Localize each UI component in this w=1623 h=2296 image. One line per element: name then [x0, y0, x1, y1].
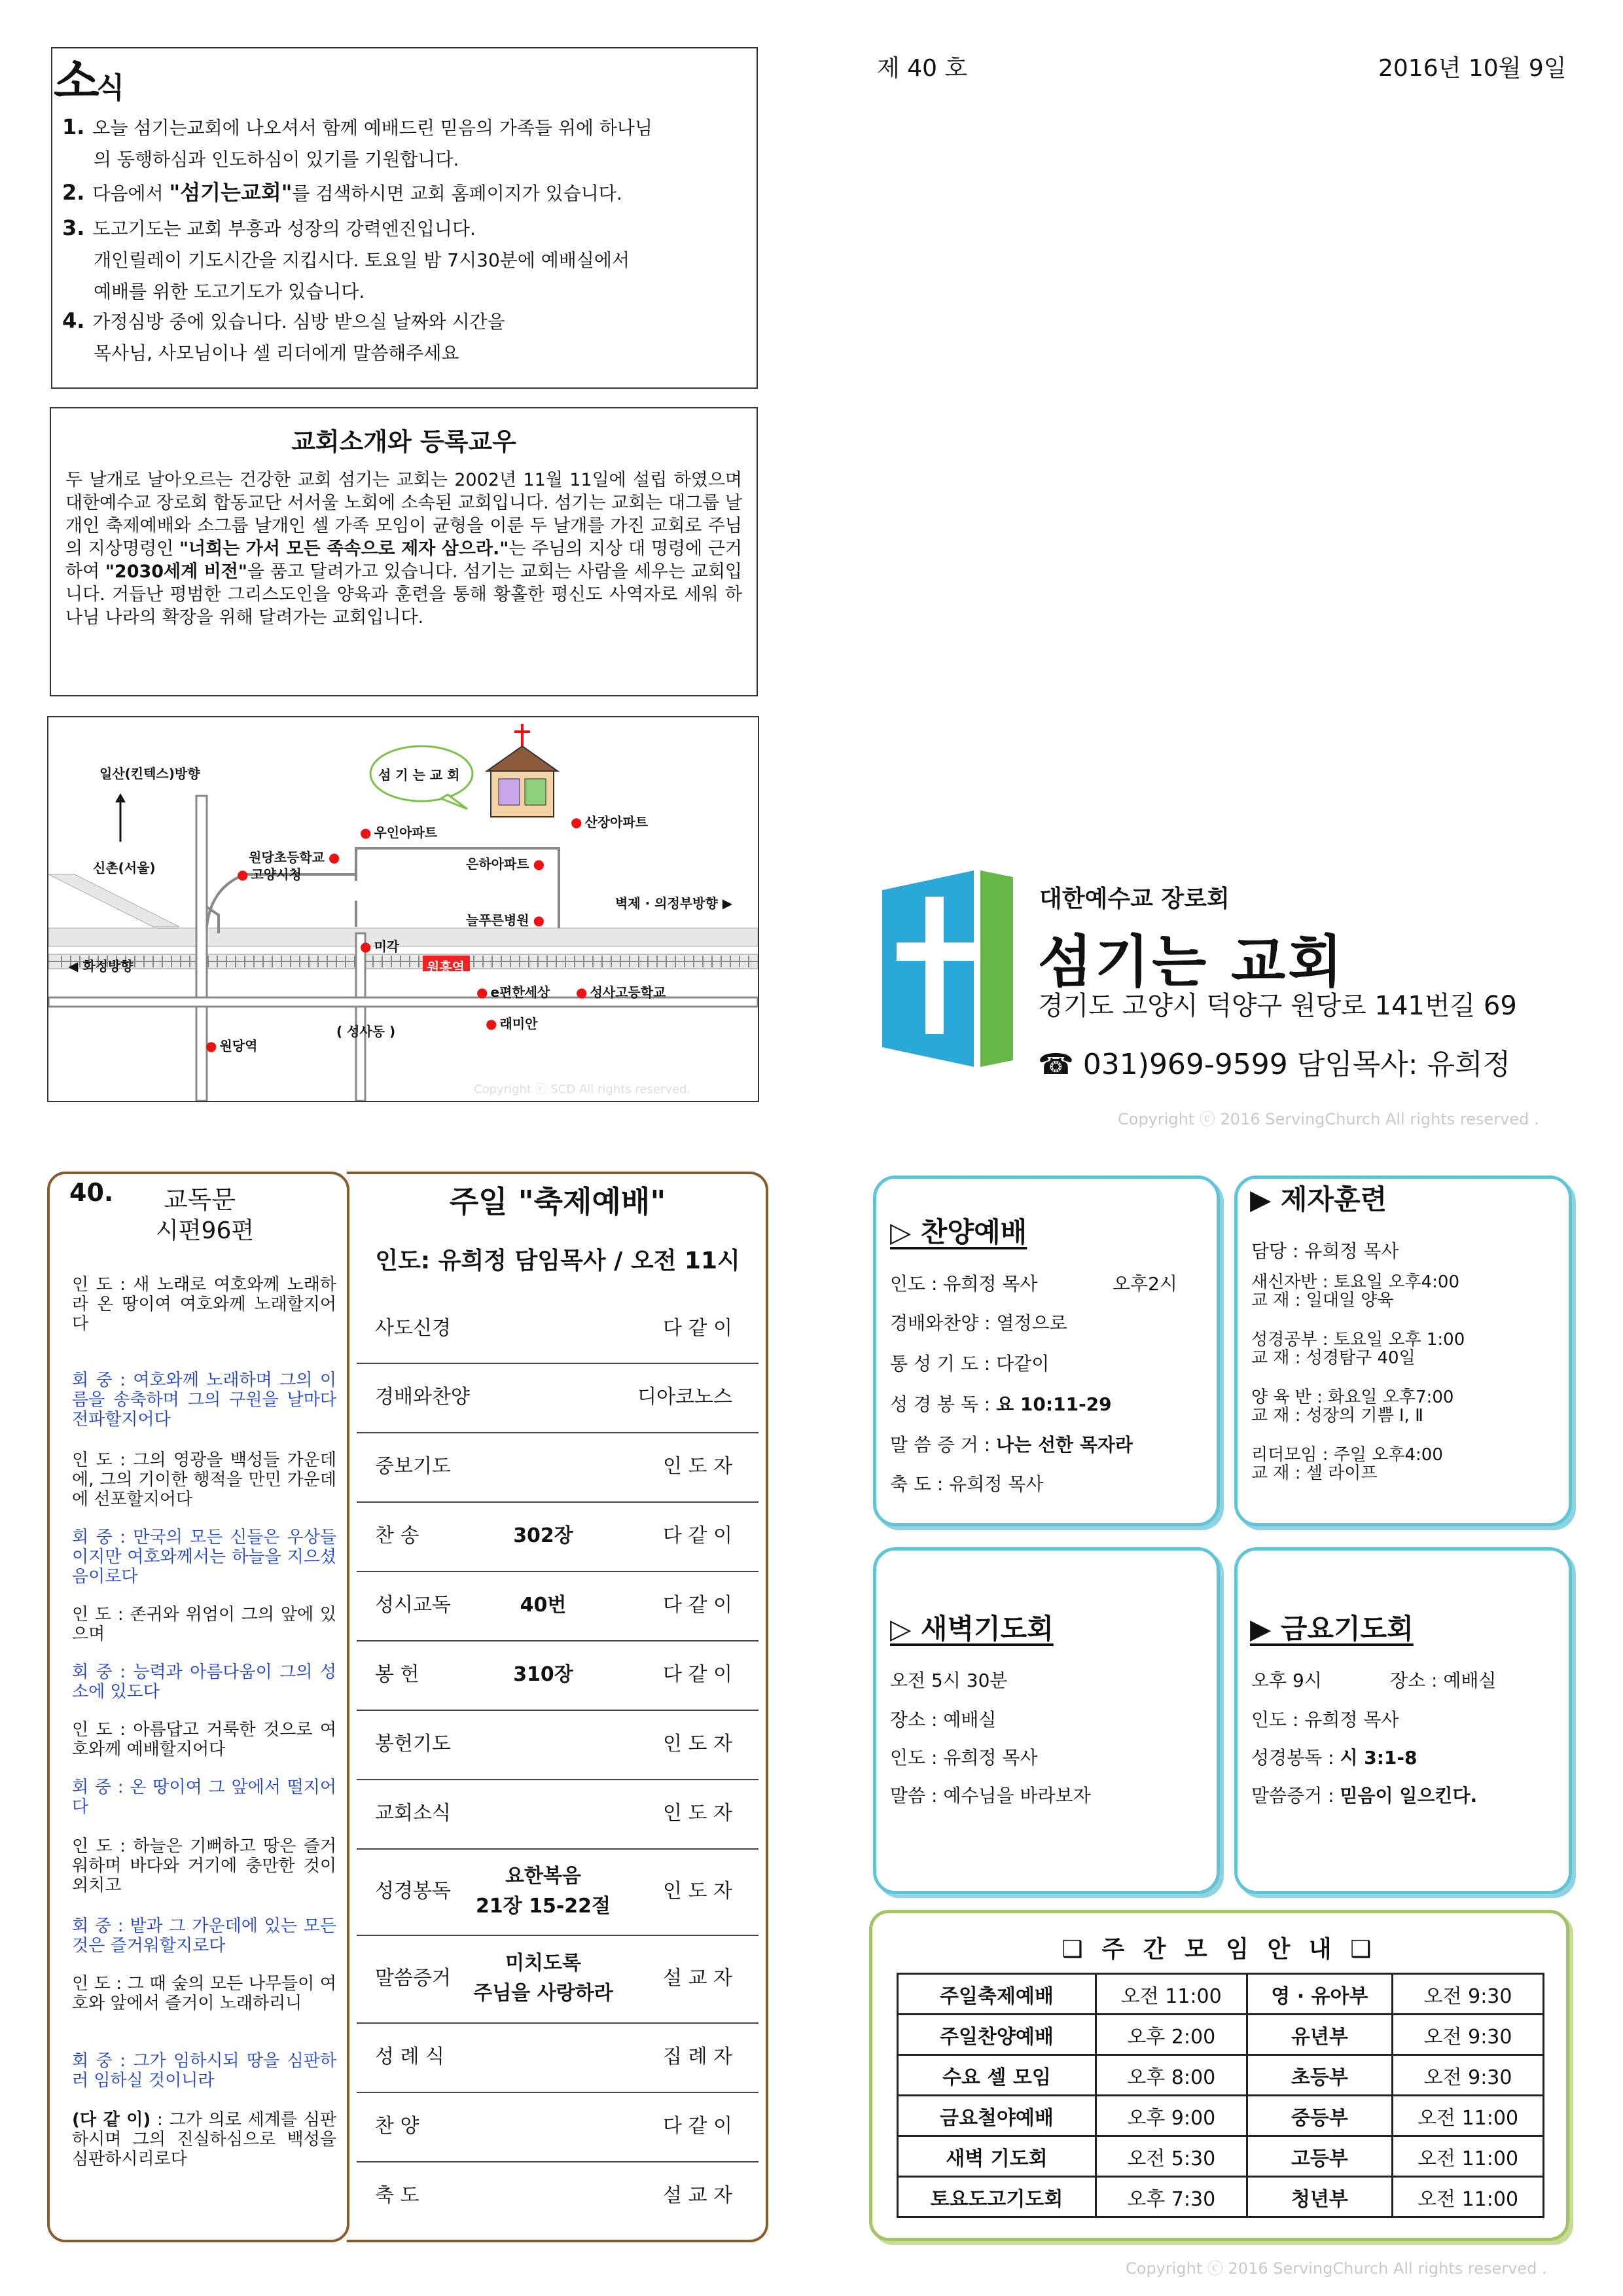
- order-item-name: 경배와찬양: [375, 1386, 470, 1408]
- friday-prayer-title: ▶ 금요기도회: [1250, 1613, 1414, 1645]
- discipleship-title: ▶ 제자훈련: [1250, 1183, 1387, 1215]
- friday-sermon: 말씀증거 : 믿음이 일으킨다.: [1251, 1785, 1478, 1806]
- table-cell: 새벽 기도회: [898, 2136, 1096, 2177]
- order-item-name: 봉헌기도: [375, 1732, 451, 1755]
- table-cell: 오전 9:30: [1393, 2055, 1544, 2096]
- weekly-copyright: Copyright ⓒ 2016 ServingChurch All rights reserved .: [1126, 2259, 1547, 2278]
- reading-verse: 회 중 : 능력과 아름다움이 그의 성소에 있도다: [72, 1662, 336, 1702]
- map-label-sanjang: ● 산장아파트: [571, 814, 649, 830]
- order-item-content: 40번: [520, 1594, 567, 1617]
- order-row: [357, 1295, 758, 1364]
- table-cell: 오전 11:00: [1096, 1974, 1247, 2015]
- table-cell: 청년부: [1247, 2177, 1392, 2217]
- discipleship-line: 교 재 : 일대일 양육: [1251, 1291, 1394, 1310]
- reading-verse: 인 도 : 하늘은 기뻐하고 땅은 즐거워하며 바다와 거기에 충만한 것이 외치고: [72, 1837, 336, 1895]
- issue-number: 제 40 호: [877, 55, 968, 82]
- map-label-wondang-station: ● 원당역: [205, 1038, 258, 1054]
- praise-reading: 성 경 봉 독 : 요 10:11-29: [890, 1393, 1112, 1415]
- map-label-eunha: 은하아파트 ●: [466, 856, 545, 872]
- order-item-name: 성 례 식: [375, 2045, 445, 2068]
- reading-psalm: 시편96편: [156, 1217, 255, 1244]
- reading-verse: 인 도 : 그 때 숲의 모든 나무들이 여호와 앞에서 즐거이 노래하리니: [72, 1974, 336, 2013]
- order-item-content: 요한복음 21장 15-22절: [475, 1865, 611, 1918]
- table-cell: 영 · 유아부: [1247, 1974, 1392, 2015]
- intro-body: 두 날개로 날아오르는 건강한 교회 섬기는 교회는 2002년 11월 11일에 설립 하였으며 대한예수교 장로회 합동교단 서서울 노회에 소속된 교회입니다. 섬기는 교회는 대그룹 날개인 축제예배와 소그룹 날개인 셀 가족 모임이 균형을 이룬 두 날개를 가진 교회로 주님의 지상명령인 "너희는 가서 모든 족속으로 제자 삼으라."는 주님의 지상 대 명령에 근거하여 "2030세계 비전"을 품고 달려가고 있습니다. 섬기는 교회는 사람을 세우는 교회입니다. 거듭난 평범한 그리스도인을 양육과 훈련을 통해 황홀한 평신도 사역자로 세워 하나님 나라의 확장을 위해 달려가는 교회입니다.: [65, 470, 743, 628]
- order-row: [357, 1501, 758, 1572]
- order-item-by: 다 같 이: [662, 1594, 732, 1617]
- table-cell: 오후 9:00: [1096, 2096, 1247, 2136]
- news-title: 소식: [54, 54, 122, 109]
- table-row: [898, 2177, 1544, 2217]
- reading-verse: 회 중 : 여호와께 노래하며 그의 이름을 송축하며 그의 구원을 날마다 전파할지어다: [72, 1371, 336, 1429]
- order-item-name: 성시교독: [375, 1594, 451, 1617]
- discipleship-line: 새신자반 : 토요일 오후4:00: [1251, 1272, 1459, 1292]
- order-row: [357, 1779, 758, 1850]
- table-cell: 오후 2:00: [1096, 2015, 1247, 2055]
- order-item-by: 집 례 자: [662, 2045, 732, 2068]
- intro-title: 교회소개와 등록교우: [291, 427, 516, 456]
- map-label-ilsan: 일산(킨텍스)방향: [99, 766, 200, 781]
- discipleship-line: 교 재 : 성장의 기쁨 Ⅰ, Ⅱ: [1251, 1406, 1423, 1426]
- order-item-by: 다 같 이: [662, 1317, 732, 1340]
- reading-verse: (다 같 이) : 그가 의로 세계를 심판하시며 그의 진실하심으로 백성을 심판하시리로다: [72, 2110, 336, 2169]
- map-label-neulpureun: 늘푸른병원 ●: [466, 912, 545, 928]
- order-item-name: 찬 송: [375, 1524, 419, 1547]
- order-item-content: 302장: [513, 1524, 573, 1547]
- map-label-byeokje: 벽제 · 의정부방향 ▶: [615, 895, 733, 911]
- map-label-ehanse: ● e편한세상: [476, 984, 550, 1000]
- table-row: [898, 2055, 1544, 2096]
- map-label-migak: ● 미각: [360, 939, 400, 954]
- order-row: [357, 1571, 758, 1641]
- table-cell: 오전 11:00: [1393, 2096, 1544, 2136]
- praise-leader: 인도 : 유희정 목사: [890, 1273, 1038, 1295]
- order-item-name: 교회소식: [375, 1802, 451, 1825]
- table-cell: 오전 11:00: [1393, 2177, 1544, 2217]
- order-item-name: 성경봉독: [375, 1880, 451, 1903]
- table-cell: 오전 9:30: [1393, 2015, 1544, 2055]
- table-cell: 초등부: [1247, 2055, 1392, 2096]
- table-cell: 토요도고기도회: [898, 2177, 1096, 2217]
- church-building-icon: [487, 724, 558, 817]
- table-cell: 오후 7:30: [1096, 2177, 1247, 2217]
- table-row: [898, 2096, 1544, 2136]
- news-item-1: 1. 오늘 섬기는교회에 나오셔서 함께 예배드린 믿음의 가족들 위에 하나님 의 동행하심과 인도하심이 있기를 기원합니다.: [62, 115, 653, 170]
- order-row: [357, 2161, 758, 2231]
- table-cell: 고등부: [1247, 2136, 1392, 2177]
- friday-time: 오후 9시: [1251, 1670, 1322, 1691]
- praise-benediction: 축 도 : 유희정 목사: [890, 1473, 1044, 1495]
- order-row: [357, 1935, 758, 2024]
- worship-leader: 인도: 유희정 담임목사 / 오전 11시: [375, 1247, 740, 1274]
- order-item-by: 다 같 이: [662, 1524, 732, 1547]
- order-item-by: 디아코노스: [637, 1386, 732, 1408]
- order-row: [357, 1848, 758, 1936]
- order-row: [357, 1710, 758, 1780]
- reading-title: 교독문: [164, 1185, 236, 1214]
- table-row: [898, 2015, 1544, 2055]
- dawn-time: 오전 5시 30분: [890, 1670, 1008, 1691]
- order-row: [357, 1432, 758, 1503]
- reading-verse: 회 중 : 그가 임하시되 땅을 심판하러 임하실 것이니라: [72, 2051, 336, 2090]
- order-item-content: 미치도록 주님을 사랑하라: [473, 1952, 613, 2005]
- map-label-uin: ● 우인아파트: [360, 825, 438, 840]
- friday-reading: 성경봉독 : 시 3:1-8: [1251, 1747, 1418, 1768]
- news-item-4: 4. 가정심방 중에 있습니다. 심방 받으실 날짜와 시간을 목사님, 사모님이나 셀 리더에게 말씀해주세요: [62, 308, 505, 364]
- table-row: [898, 1974, 1544, 2015]
- church-phone: ☎ 031)969-9599 담임목사: 유희정: [1038, 1048, 1511, 1081]
- order-row: [357, 2092, 758, 2162]
- table-cell: 오전 5:30: [1096, 2136, 1247, 2177]
- reading-number: 40.: [69, 1178, 114, 1207]
- order-item-name: 사도신경: [375, 1317, 451, 1340]
- discipleship-head: 담당 : 유희정 목사: [1251, 1240, 1399, 1262]
- order-item-name: 축 도: [375, 2184, 419, 2207]
- intro-box: [50, 407, 758, 696]
- discipleship-line: 교 재 : 성경탐구 40일: [1251, 1348, 1416, 1368]
- table-cell: 중등부: [1247, 2096, 1392, 2136]
- table-cell: 오후 8:00: [1096, 2055, 1247, 2096]
- church-copyright: Copyright ⓒ 2016 ServingChurch All rights reserved .: [1118, 1110, 1539, 1128]
- reading-verse: 회 중 : 만국의 모든 신들은 우상들이지만 여호와께서는 하늘을 지으셨음이로다: [72, 1528, 336, 1587]
- order-item-content: 310장: [513, 1663, 573, 1686]
- table-cell: 주일찬양예배: [898, 2015, 1096, 2055]
- order-row: [357, 2022, 758, 2093]
- table-cell: 주일축제예배: [898, 1974, 1096, 2015]
- discipleship-line: 양 육 반 : 화요일 오후7:00: [1251, 1388, 1454, 1407]
- order-item-by: 설 교 자: [662, 1967, 732, 1990]
- map-label-raemian: ● 래미안: [486, 1016, 538, 1031]
- reading-verse: 인 도 : 그의 영광을 백성들 가운데에, 그의 기이한 행적을 만민 가운데에 선포할지어다: [72, 1450, 336, 1509]
- table-cell: 오전 9:30: [1393, 1974, 1544, 2015]
- praise-worship-title: ▷ 찬양예배: [890, 1216, 1027, 1248]
- friday-place: 장소 : 예배실: [1390, 1670, 1497, 1691]
- praise-time: 오후2시: [1113, 1273, 1177, 1295]
- table-cell: 수요 셀 모임: [898, 2055, 1096, 2096]
- weekly-meetings-title: ❑ 주 간 모 임 안 내 ❑: [1061, 1936, 1377, 1963]
- map-label-hwajeong: ◀ 화정방향: [68, 958, 134, 974]
- reading-verse: 인 도 : 아름답고 거룩한 것으로 여호와께 예배할지어다: [72, 1720, 336, 1759]
- church-address: 경기도 고양시 덕양구 원당로 141번길 69: [1038, 991, 1517, 1021]
- table-cell: 오전 11:00: [1393, 2136, 1544, 2177]
- order-row: [357, 1363, 758, 1433]
- praise-worship-team: 경배와찬양 : 열정으로: [890, 1312, 1067, 1334]
- dawn-prayer-title: ▷ 새벽기도회: [890, 1613, 1054, 1645]
- order-item-by: 설 교 자: [662, 2184, 732, 2207]
- worship-title: 주일 "축제예배": [449, 1184, 666, 1219]
- issue-date: 2016년 10월 9일: [1378, 55, 1567, 82]
- order-item-by: 다 같 이: [662, 1663, 732, 1686]
- dawn-place: 장소 : 예배실: [890, 1709, 997, 1731]
- order-item-by: 인 도 자: [662, 1880, 732, 1903]
- friday-leader: 인도 : 유희정 목사: [1251, 1709, 1399, 1731]
- praise-prayer: 통 성 기 도 : 다같이: [890, 1353, 1050, 1374]
- map-label-goyang-hall: ● 고양시청: [237, 867, 302, 882]
- news-item-2: 2. 다음에서 "섬기는교회"를 검색하시면 교회 홈페이지가 있습니다.: [62, 180, 622, 205]
- order-item-by: 인 도 자: [662, 1802, 732, 1825]
- order-item-name: 말씀증거: [375, 1967, 451, 1990]
- order-item-name: 봉 헌: [375, 1663, 419, 1686]
- map-label-sinchon: 신촌(서울): [93, 860, 156, 876]
- reading-verse: 회 중 : 밭과 그 가운데에 있는 모든 것은 즐거워할지로다: [72, 1916, 336, 1956]
- table-cell: 유년부: [1247, 2015, 1392, 2055]
- news-item-3: 3. 도고기도는 교회 부흥과 성장의 강력엔진입니다. 개인릴레이 기도시간을 지킵시다. 토요일 밤 7시30분에 예배실에서 예배를 위한 도고기도가 있습니다.: [62, 215, 630, 302]
- map-label-wonheung-station: 원흥역: [427, 960, 465, 975]
- table-cell: 금요철야예배: [898, 2096, 1096, 2136]
- discipleship-line: 교 재 : 셀 라이프: [1251, 1463, 1378, 1483]
- order-item-by: 다 같 이: [662, 2115, 732, 2138]
- order-row: [357, 1640, 758, 1711]
- order-item-name: 중보기도: [375, 1455, 451, 1478]
- discipleship-line: 성경공부 : 토요일 오후 1:00: [1251, 1330, 1465, 1350]
- map-copyright: Copyright ⓒ SCD All rights reserved.: [474, 1083, 691, 1096]
- reading-verse: 인 도 : 존귀와 위엄이 그의 앞에 있으며: [72, 1605, 336, 1644]
- map-label-seongsa-school: ● 성사고등학교: [576, 984, 666, 1000]
- praise-sermon: 말 씀 증 거 : 나는 선한 목자라: [890, 1434, 1133, 1456]
- order-item-by: 인 도 자: [662, 1455, 732, 1478]
- discipleship-line: 리더모임 : 주일 오후4:00: [1251, 1445, 1443, 1465]
- order-item-name: 찬 양: [375, 2115, 419, 2138]
- church-name: 섬기는 교회: [1038, 929, 1346, 995]
- map-label-church: 섬 기 는 교 회: [378, 767, 460, 783]
- weekly-meetings-table: [897, 1973, 1544, 2218]
- map-label-wondang-school: 원당초등학교 ●: [249, 850, 340, 865]
- dawn-leader: 인도 : 유희정 목사: [890, 1747, 1038, 1768]
- order-item-by: 인 도 자: [662, 1732, 732, 1755]
- reading-verse: 회 중 : 온 땅이여 그 앞에서 떨지어다: [72, 1778, 336, 1817]
- dawn-sermon: 말씀 : 예수님을 바라보자: [890, 1785, 1091, 1806]
- map-label-seongsa-dong: ( 성사동 ): [336, 1024, 396, 1039]
- church-cross-logo-icon: [882, 870, 1026, 1067]
- reading-verse: 인 도 : 새 노래로 여호와께 노래하라 온 땅이여 여호와께 노래할지어다: [72, 1275, 336, 1334]
- table-row: [898, 2136, 1544, 2177]
- church-denomination: 대한예수교 장로회: [1039, 886, 1230, 912]
